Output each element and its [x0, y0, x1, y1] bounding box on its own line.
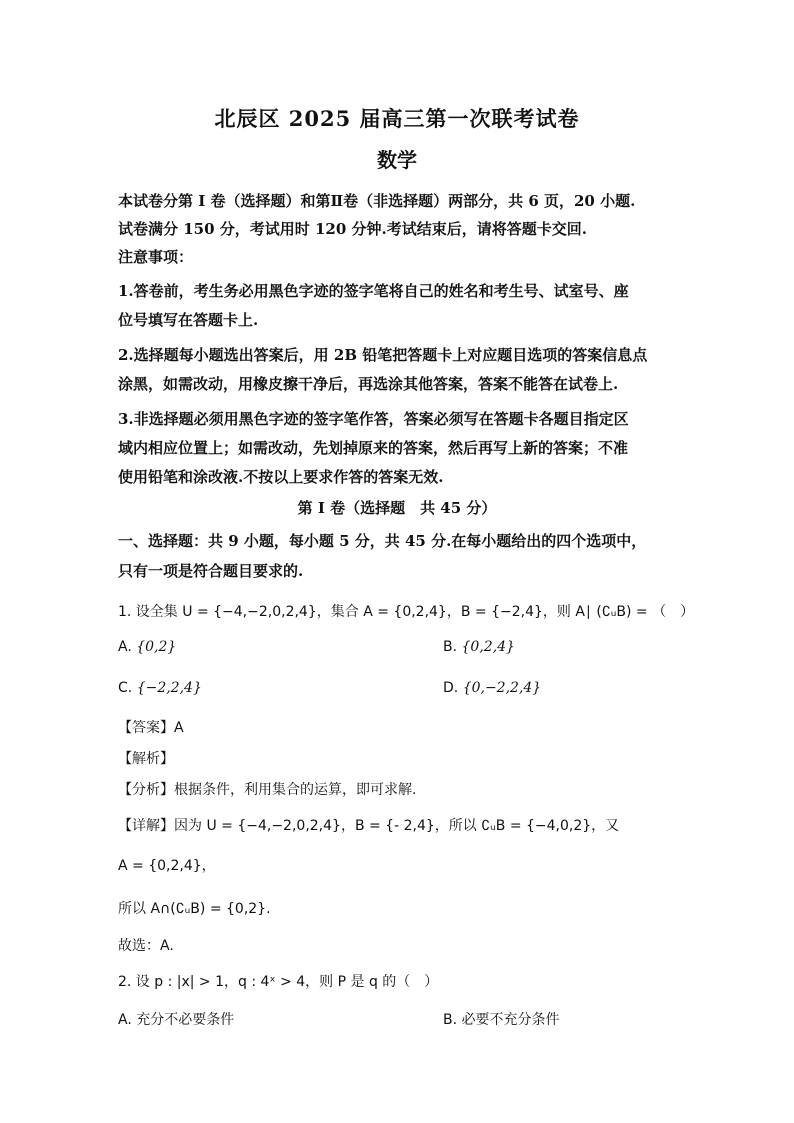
- exam-title: 北辰区 2025 届高三第一次联考试卷: [214, 106, 580, 131]
- option-text: {0,−2,2,4}: [462, 680, 542, 696]
- option-text: 必要不充分条件: [461, 1012, 560, 1028]
- note-line-6: 域内相应位置上；如需改动，先划掉原来的答案，然后再写上新的答案；不准: [118, 439, 629, 457]
- q2-stem: 2. 设 p : |x| > 1，q : 4ˣ > 4，则 P 是 q 的（ ）: [118, 974, 439, 990]
- subject-title: 数学: [377, 148, 417, 172]
- section-instruction-2: 只有一项是符合题目要求的.: [118, 562, 304, 580]
- option-label: B.: [443, 639, 458, 655]
- q1-analysis-tag: 【解析】: [118, 751, 174, 767]
- q1-option-a: [118, 639, 176, 655]
- note-line-1: 1.答卷前，考生务必用黑色字迹的签字笔将自己的姓名和考生号、试室号、座: [118, 282, 629, 300]
- note-line-5: 3.非选择题必须用黑色字迹的签字笔作答，答案必须写在答题卡各题目指定区: [118, 410, 629, 428]
- q2-option-a: [118, 1009, 234, 1029]
- option-label: A.: [118, 1012, 132, 1028]
- option-label: D.: [443, 680, 459, 696]
- intro-line-2: 试卷满分 150 分，考试用时 120 分钟.考试结束后，请将答题卡交回.: [118, 220, 587, 238]
- q1-analysis: 【分析】根据条件，利用集合的运算，即可求解.: [118, 782, 417, 798]
- q1-detail-3: 所以 A∩(∁ᵤB) = {0,2}.: [118, 901, 271, 917]
- q1-option-c: [118, 680, 202, 696]
- intro-line-1: 本试卷分第 I 卷（选择题）和第Ⅱ卷（非选择题）两部分，共 6 页，20 小题.: [118, 192, 636, 210]
- notes-heading: 注意事项：: [118, 248, 194, 266]
- option-text: {0,2,4}: [461, 639, 515, 655]
- note-line-3: 2.选择题每小题选出答案后，用 2B 铅笔把答题卡上对应题目选项的答案信息点: [118, 346, 648, 364]
- option-text: {0,2}: [136, 639, 177, 655]
- note-line-4: 涂黑，如需改动，用橡皮擦干净后，再选涂其他答案，答案不能答在试卷上.: [118, 375, 619, 393]
- section-instruction-1: 一、选择题：共 9 小题，每小题 5 分，共 45 分.在每小题给出的四个选项中，: [118, 532, 647, 550]
- option-text: 充分不必要条件: [136, 1012, 235, 1028]
- option-label: B.: [443, 1012, 458, 1028]
- note-line-2: 位号填写在答题卡上.: [118, 311, 259, 329]
- q1-detail-1: 【详解】因为 U = {−4,−2,0,2,4}，B = {- 2,4}，所以 ∁ᵤB = {−4,0,2}，又: [118, 818, 620, 834]
- q1-detail-2: A = {0,2,4}，: [118, 858, 216, 874]
- option-label: A.: [118, 639, 132, 655]
- q1-stem: 1. 设全集 U = {−4,−2,0,2,4}，集合 A = {0,2,4}，B = {−2,4}，则 A∣ (∁ᵤB) = （ ）: [118, 604, 695, 620]
- option-text: {−2,2,4}: [136, 680, 202, 696]
- q1-option-d: [443, 680, 541, 696]
- q1-answer: 【答案】A: [118, 720, 184, 736]
- note-line-7: 使用铅笔和涂改液.不按以上要求作答的答案无效.: [118, 468, 444, 486]
- q1-option-b: [443, 639, 515, 655]
- option-label: C.: [118, 680, 133, 696]
- q1-conclusion: 故选：A.: [118, 938, 174, 954]
- section-title: 第 I 卷（选择题 共 45 分）: [297, 499, 497, 517]
- q2-option-b: [443, 1009, 560, 1029]
